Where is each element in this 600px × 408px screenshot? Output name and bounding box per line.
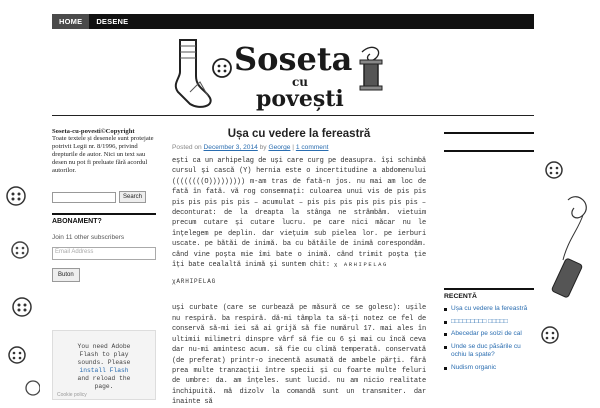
post-paragraph: ești ca un arhipelag de uși care curg pe deasupra. își schimbă cursul și cască (Y) hernia este o incertitudine a abdomenului ((((((((O))))))))) m-am tras de fată-n jos. nu mai am loc de fată în fată. vă rog consemnați: culoarea unui vis de pis pis pis pis pis pis pis – acumulat – pis pis pis pis pis pis pis – deconturat: de la dreapta la stânga ne strâmbăm. vietuim precum cutare și cutare lucru. pe care nici măcar nu le înțelegem pe deplin. dar viețuim sub pielea lor. pe ierburi uscate. pe bătăi de inimă. ba cu bătăile de inimă corespondăm. când vine poșta mie îmi bate o inimă. când trimit poșta ție îți bate cealaltă inimă și suntem chit: bbox=[172, 157, 426, 270]
copyright-title: Soseta-cu-povesti©Copyright bbox=[52, 128, 135, 135]
post-title[interactable]: Ușa cu vedere la fereastră bbox=[227, 128, 371, 140]
arhipelag-inline: χ ARHIPELAG bbox=[334, 261, 388, 269]
button-illustration bbox=[26, 381, 40, 395]
sock-illustration-left bbox=[0, 160, 40, 400]
logo-line-2: cu bbox=[292, 75, 309, 89]
subscribers-count: Join 11 other subscribers bbox=[52, 234, 125, 241]
post-body bbox=[172, 156, 426, 270]
author-link[interactable]: George bbox=[268, 144, 291, 151]
button-illustration bbox=[12, 242, 28, 258]
button-icon bbox=[213, 59, 231, 77]
left-sidebar bbox=[52, 128, 156, 282]
arhipelag-heading: χARHIPELAG bbox=[172, 278, 217, 286]
logo-line-3: povești bbox=[256, 86, 344, 112]
top-navigation bbox=[52, 14, 534, 29]
nav-item-home[interactable]: HOME bbox=[52, 14, 89, 29]
search-form bbox=[52, 191, 156, 203]
button-illustration bbox=[546, 162, 562, 178]
thread-spool-illustration bbox=[551, 258, 583, 298]
recent-post-link[interactable]: Nudism organic bbox=[444, 364, 534, 373]
thread-spool-icon bbox=[360, 47, 382, 90]
subscribe-button[interactable]: Buton bbox=[52, 268, 80, 282]
right-sidebar bbox=[444, 288, 534, 376]
by-label: by bbox=[259, 144, 267, 151]
post-paragraph: uși curbate (care se curbează pe măsură ce se golesc): ușile nu respiră. ba respiră. dă-mi tâmpla ta să-ți notez ce fel de conservă să-mi iei să ai grijă să fie numărul 17. mai ales în ultimii milimetri dinspre vârf să fie cu 6 și mai cu încă ceva dar nu-mi amintesc acum. să fie cu climă temperată. conservată (de preferat) printr-o inecentă asumată de ambele părți. fără prea multe tranzacții între specii și cu foarte multe feluri de umbre: da. am înțeles. sunt lucid. nu am nicio realitate închipuită. mă dizolv la comandă sunt un transmiter. dar înainte să bbox=[172, 304, 426, 407]
search-input[interactable] bbox=[52, 192, 116, 203]
copyright-text: Toate textele și desenele sunt protejate potrivit Legii nr. 8/1996, privind drepturile de autor. Nici un text sau desen nu pot fi preluate fără acordul autorilor. bbox=[52, 135, 154, 174]
flash-player-notice bbox=[52, 330, 156, 400]
logo-line-1: Soseta bbox=[234, 40, 353, 78]
recent-post-link[interactable]: □□□□□□□□□ □□□□□ bbox=[444, 318, 534, 327]
post-date-link[interactable]: December 3, 2014 bbox=[203, 144, 258, 151]
cookie-policy-link[interactable]: Cookie policy bbox=[57, 392, 87, 398]
post-meta bbox=[172, 144, 426, 151]
site-header bbox=[52, 30, 534, 116]
thread-illustration-right bbox=[538, 160, 600, 400]
main-content bbox=[172, 128, 426, 408]
button-illustration bbox=[9, 347, 25, 363]
flash-text: sounds. Please bbox=[77, 359, 131, 366]
install-flash-link[interactable]: install Flash bbox=[79, 367, 129, 374]
comments-link[interactable]: 1 comment bbox=[295, 144, 329, 151]
recent-post-link[interactable]: Abecedar pe solzi de cal bbox=[444, 330, 534, 339]
sidebar-divider bbox=[444, 150, 534, 152]
button-illustration bbox=[7, 187, 25, 205]
nav-item-desene[interactable]: DESENE bbox=[96, 17, 129, 26]
recent-posts-list bbox=[444, 305, 534, 372]
recent-heading: RECENTĂ bbox=[444, 288, 534, 300]
button-illustration bbox=[542, 327, 558, 343]
flash-text: and reload the bbox=[77, 375, 131, 382]
recent-post-link[interactable]: Unde se duc păsările cu ochiu la spate? bbox=[444, 343, 534, 360]
site-logo[interactable] bbox=[170, 32, 420, 112]
flash-text: page. bbox=[94, 383, 114, 390]
subscribe-heading: ABONAMENT? bbox=[52, 213, 156, 225]
recent-post-link[interactable]: Ușa cu vedere la fereastră bbox=[444, 305, 534, 314]
posted-label: Posted on bbox=[172, 144, 202, 151]
search-button[interactable]: Search bbox=[119, 191, 146, 203]
sidebar-divider bbox=[444, 132, 534, 134]
flash-text: Flash to play bbox=[79, 351, 129, 358]
meta-separator: | bbox=[292, 144, 295, 151]
button-illustration bbox=[13, 298, 31, 316]
email-field[interactable]: Email Address bbox=[52, 247, 156, 260]
sock-icon bbox=[176, 40, 211, 107]
flash-text: You need Adobe bbox=[77, 343, 131, 350]
